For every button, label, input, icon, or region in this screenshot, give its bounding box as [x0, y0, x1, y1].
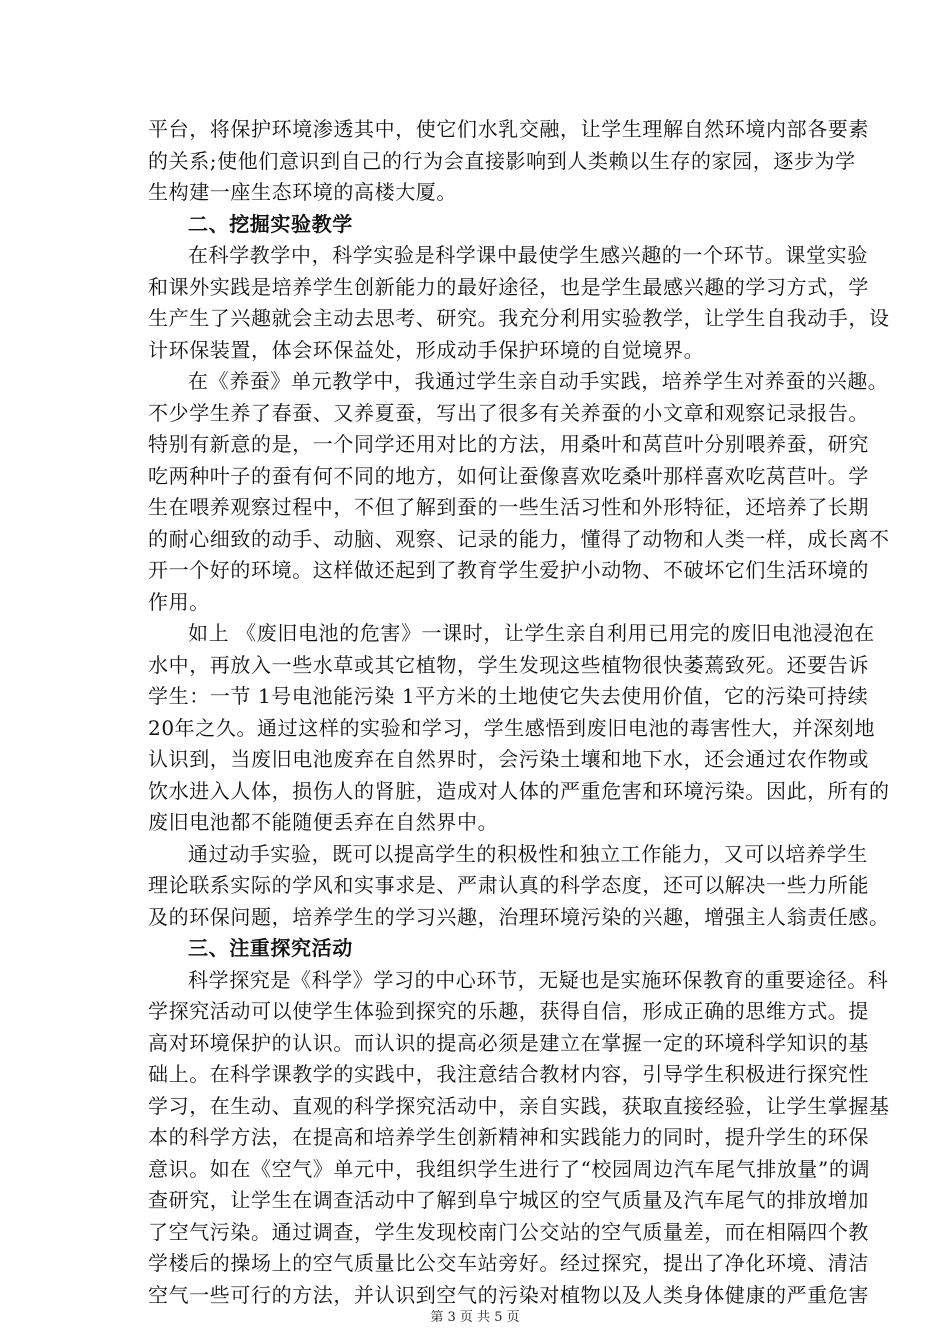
text-line: 学探究活动可以使学生体验到探究的乐趣，获得自信，形成正确的思维方式。提	[148, 999, 869, 1023]
text-line: 废旧电池都不能随便丢弃在自然界中。	[148, 810, 499, 834]
document-body	[148, 114, 890, 1311]
text-line: 及的环保问题，培养学生的学习兴趣，治理环境污染的兴趣，增强主人翁责任感。	[148, 904, 890, 929]
text-line: 理论联系实际的学风和实事求是、严肃认真的科学态度，还可以解决一些力所能	[148, 873, 869, 897]
text-line: 础上。在科学课教学的实践中，我注意结合教材内容，引导学生积极进行探究性	[148, 1062, 869, 1086]
section-heading-3: 三、注重探究活动	[188, 936, 353, 960]
text-line: 和课外实践是培养学生创新能力的最好途径，也是学生最感兴趣的学习方式，学	[148, 274, 869, 299]
text-line: 认识到，当废旧电池废弃在自然界时，会污染土壤和地下水，还会通过农作物或	[148, 747, 869, 771]
text-line: 学生：一节 1号电池能污染 1平方米的土地使它失去使用价值，它的污染可持续	[148, 684, 869, 708]
section-heading-2: 二、挖掘实验教学	[188, 211, 353, 236]
text-line: 生产生了兴趣就会主动去思考、研究。我充分利用实验教学，让学生自我动手，设	[148, 306, 890, 330]
text-line: 开一个好的环境。这样做还起到了教育学生爱护小动物、不破坏它们生活环境的	[148, 558, 869, 582]
text-line: 的关系;使他们意识到自己的行为会直接影响到人类赖以生存的家园，逐步为学	[148, 148, 856, 173]
text-line: 学习，在生动、直观的科学探究活动中，亲自实践，获取直接经验，让学生掌握基	[148, 1093, 890, 1118]
text-line: 的耐心细致的动手、动脑、观察、记录的能力，懂得了动物和人类一样，成长离不	[148, 526, 890, 551]
text-line: 查研究，让学生在调查活动中了解到阜宁城区的空气质量及汽车尾气的排放增加	[148, 1188, 869, 1212]
text-line: 空气一些可行的方法，并认识到空气的污染对植物以及人类身体健康的严重危害	[148, 1282, 869, 1307]
text-line: 不少学生养了春蚕、又养夏蚕，写出了很多有关养蚕的小文章和观察记录报告。	[148, 400, 869, 425]
text-line: 生构建一座生态环境的高楼大厦。	[148, 180, 457, 204]
text-line: 了空气污染。通过调查，学生发现校南门公交站的空气质量差，而在相隔四个教	[148, 1219, 869, 1244]
text-line: 意识。如在《空气》单元中，我组织学生进行了“校园周边汽车尾气排放量”的调	[148, 1156, 871, 1181]
text-line: 吃两种叶子的蚕有何不同的地方，如何让蚕像喜欢吃桑叶那样喜欢吃莴苣叶。学	[148, 463, 869, 488]
text-line: 在《养蚕》单元教学中，我通过学生亲自动手实践，培养学生对养蚕的兴趣。	[188, 369, 889, 393]
text-line: 生在喂养观察过程中，不但了解到蚕的一些生活习性和外形特征，还培养了长期	[148, 495, 869, 519]
text-line: 高对环境保护的认识。而认识的提高必须是建立在掌握一定的环境科学知识的基	[148, 1030, 869, 1055]
text-line: 20年之久。通过这样的实验和学习，学生感悟到废旧电池的毒害性大，并深刻地	[148, 715, 876, 740]
text-line: 科学探究是《科学》学习的中心环节，无疑也是实施环保教育的重要途径。科	[188, 967, 889, 992]
text-line: 通过动手实验，既可以提高学生的积极性和独立工作能力，又可以培养学生	[188, 841, 868, 866]
text-line: 饮水进入人体，损伤人的肾脏，造成对人体的严重危害和环境污染。因此，所有的	[148, 778, 890, 803]
page-number-footer: 第 3 页 共 5 页	[430, 1310, 520, 1325]
text-line: 计环保装置，体会环保益处，形成动手保护环境的自觉境界。	[148, 337, 705, 362]
text-line: 在科学教学中，科学实验是科学课中最使学生感兴趣的一个环节。课堂实验	[188, 243, 868, 267]
text-line: 如上 《废旧电池的危害》一课时，让学生亲自利用已用完的废旧电池浸泡在	[188, 621, 875, 645]
text-line: 本的科学方法，在提高和培养学生创新精神和实践能力的同时，提升学生的环保	[148, 1125, 869, 1149]
text-line: 学楼后的操场上的空气质量比公交车站旁好。经过探究，提出了净化环境、清洁	[148, 1251, 869, 1275]
text-line: 特别有新意的是，一个同学还用对比的方法，用桑叶和莴苣叶分别喂养蚕，研究	[148, 432, 869, 456]
text-line: 作用。	[148, 589, 210, 614]
text-line: 平台，将保护环境渗透其中，使它们水乳交融，让学生理解自然环境内部各要素	[148, 117, 869, 141]
text-line: 水中，再放入一些水草或其它植物，学生发现这些植物很快萎蔫致死。还要告诉	[148, 652, 869, 677]
